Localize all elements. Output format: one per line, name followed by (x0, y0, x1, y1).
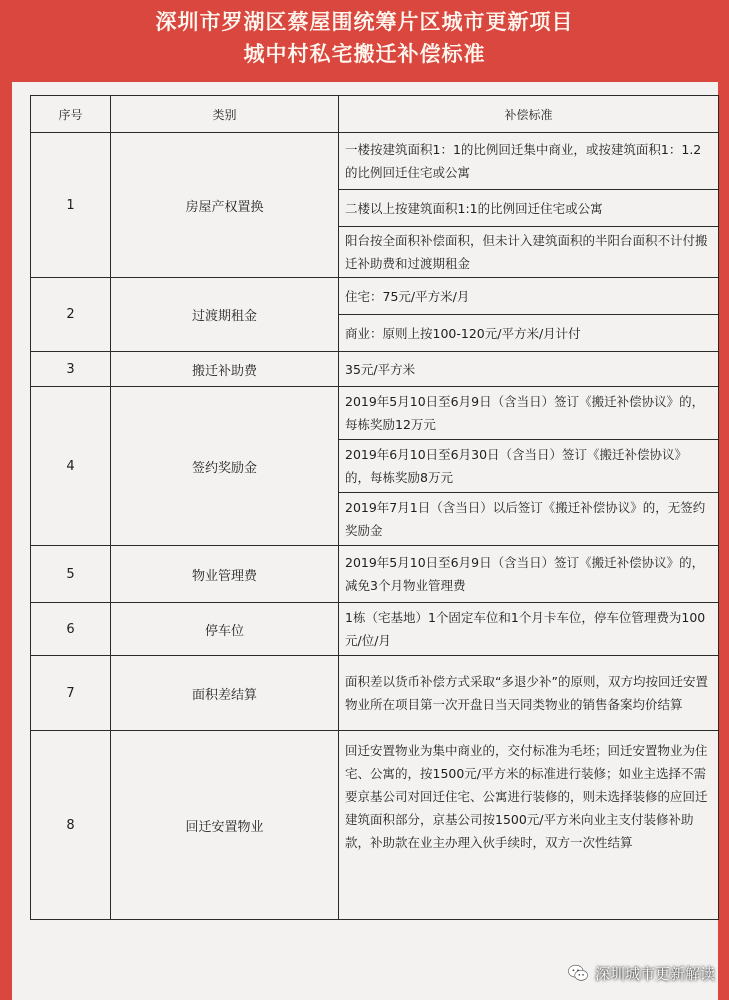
table-row (31, 656, 719, 731)
row-number: 2 (31, 278, 111, 352)
row-category: 停车位 (111, 603, 339, 656)
row-category: 房屋产权置换 (111, 133, 339, 278)
row-category: 签约奖励金 (111, 387, 339, 546)
row-category: 搬迁补助费 (111, 352, 339, 387)
row-category: 回迁安置物业 (111, 731, 339, 920)
notice-title (0, 6, 729, 70)
header-standard: 补偿标准 (339, 96, 719, 133)
row-number: 4 (31, 387, 111, 546)
table-row (31, 603, 719, 656)
title-line-2: 城中村私宅搬迁补偿标准 (243, 41, 486, 66)
table-row (31, 278, 719, 315)
row-standard: 2019年7月1日（含当日）以后签订《搬迁补偿协议》的，无签约奖励金 (339, 493, 719, 546)
row-standard: 2019年5月10日至6月9日（含当日）签订《搬迁补偿协议》的，每栋奖励12万元 (339, 387, 719, 440)
row-standard: 35元/平方米 (339, 352, 719, 387)
header-category: 类别 (111, 96, 339, 133)
row-number: 1 (31, 133, 111, 278)
header-no: 序号 (31, 96, 111, 133)
watermark (567, 960, 715, 986)
watermark-text: 深圳城市更新解读 (594, 964, 715, 983)
compensation-table (30, 95, 719, 920)
row-number: 8 (31, 731, 111, 920)
wechat-icon (567, 962, 589, 984)
row-standard: 一楼按建筑面积1：1的比例回迁集中商业，或按建筑面积1：1.2的比例回迁住宅或公寓 (339, 133, 719, 190)
table-row (31, 133, 719, 190)
row-standard: 2019年5月10日至6月9日（含当日）签订《搬迁补偿协议》的，减免3个月物业管理费 (339, 546, 719, 603)
row-standard: 面积差以货币补偿方式采取“多退少补”的原则，双方均按回迁安置物业所在项目第一次开盘日当天同类物业的销售备案均价结算 (339, 656, 719, 731)
row-standard: 商业：原则上按100-120元/平方米/月计付 (339, 315, 719, 352)
row-standard: 阳台按全面积补偿面积，但未计入建筑面积的半阳台面积不计付搬迁补助费和过渡期租金 (339, 227, 719, 278)
row-standard: 1栋（宅基地）1个固定车位和1个月卡车位，停车位管理费为100元/位/月 (339, 603, 719, 656)
row-number: 6 (31, 603, 111, 656)
row-category: 物业管理费 (111, 546, 339, 603)
table-row (31, 352, 719, 387)
row-category: 过渡期租金 (111, 278, 339, 352)
table-row (31, 387, 719, 440)
row-standard: 二楼以上按建筑面积1:1的比例回迁住宅或公寓 (339, 190, 719, 227)
table-row (31, 731, 719, 920)
title-line-1: 深圳市罗湖区蔡屋围统筹片区城市更新项目 (155, 9, 574, 34)
table-header-row (31, 96, 719, 133)
row-number: 7 (31, 656, 111, 731)
row-category: 面积差结算 (111, 656, 339, 731)
row-standard: 2019年6月10日至6月30日（含当日）签订《搬迁补偿协议》的，每栋奖励8万元 (339, 440, 719, 493)
row-standard: 回迁安置物业为集中商业的，交付标准为毛坯；回迁安置物业为住宅、公寓的，按1500元/平方米的标准进行装修；如业主选择不需要京基公司对回迁住宅、公寓进行装修的，则未选择装修的应回迁建筑面积部分，京基公司按1500元/平方米向业主支付装修补助款，补助款在业主办理入伙手续时，双方一次性结算 (339, 731, 719, 920)
row-standard: 住宅：75元/平方米/月 (339, 278, 719, 315)
row-number: 3 (31, 352, 111, 387)
row-number: 5 (31, 546, 111, 603)
table-row (31, 546, 719, 603)
